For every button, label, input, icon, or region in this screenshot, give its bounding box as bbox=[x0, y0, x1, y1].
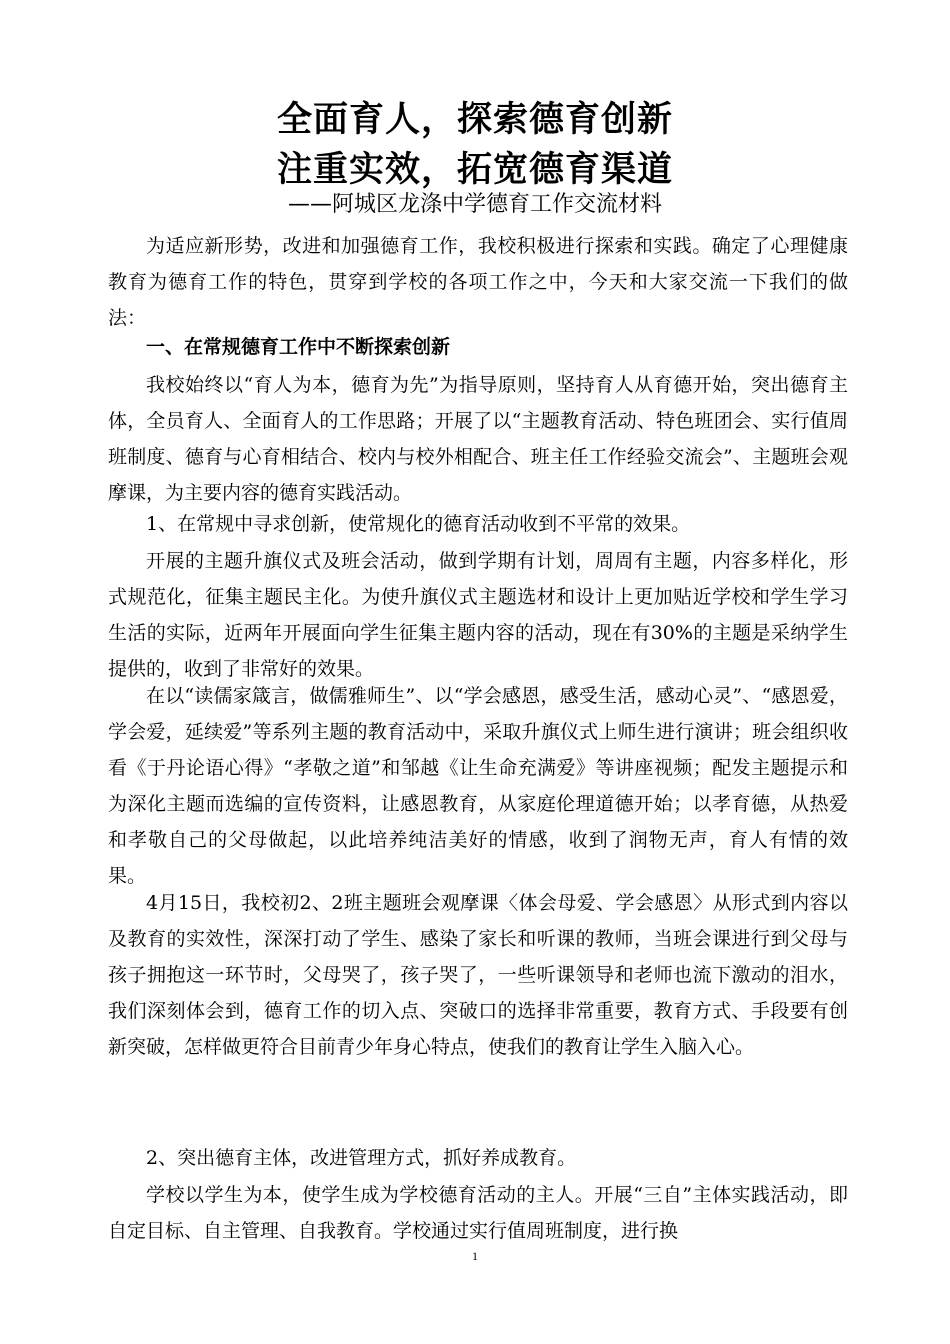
document-title-line1: 全面育人，探索德育创新 bbox=[276, 100, 673, 140]
paragraph-intro: 为适应新形势，改进和加强德育工作，我校积极进行探索和实践。确定了心理健康教育为德育工作的特色，贯穿到学校的各项工作之中，今天和大家交流一下我们的做法： bbox=[108, 235, 848, 329]
paragraph-item-1: 1、在常规中寻求创新，使常规化的德育活动收到不平常的效果。 bbox=[146, 513, 691, 535]
paragraph-flag-ceremony: 开展的主题升旗仪式及班会活动，做到学期有计划，周周有主题，内容多样化，形式规范化，征集主题民主化。为使升旗仪式主题选材和设计上更加贴近学校和学生学习生活的实际，近两年开展面向学生征集主题内容的活动，现在有30%的主题是采纳学生提供的，收到了非常好的效果。 bbox=[108, 550, 848, 680]
section-heading-1: 一、在常规德育工作中不断探索创新 bbox=[146, 336, 451, 358]
paragraph-principle: 我校始终以“育人为本，德育为先”为指导原则，坚持育人从育德开始，突出德育主体，全员育人、全面育人的工作思路；开展了以“主题教育活动、特色班团会、实行值周班制度、德育与心育相结合、校内与校外相配合、班主任工作经验交流会”、主题班会观摩课，为主要内容的德育实践活动。 bbox=[108, 374, 848, 504]
paragraph-item-2: 2、突出德育主体，改进管理方式，抓好养成教育。 bbox=[146, 1147, 577, 1169]
paragraph-three-self: 学校以学生为本，使学生成为学校德育活动的主人。开展“三自”主体实践活动，即自定目标、自主管理、自我教育。学校通过实行值周班制度，进行换 bbox=[108, 1184, 848, 1242]
document-title-line2: 注重实效，拓宽德育渠道 bbox=[276, 150, 673, 190]
paragraph-april-class: 4月15日，我校初2、2班主题班会观摩课〈体会母爱、学会感恩〉从形式到内容以及教育的实效性，深深打动了学生、感染了家长和听课的教师，当班会课进行到父母与孩子拥抱这一环节时，父母哭了，孩子哭了，一些听课领导和老师也流下激动的泪水，我们深刻体会到，德育工作的切入点、突破口的选择非常重要，教育方式、手段要有创新突破，怎样做更符合目前青少年身心特点，使我们的教育让学生入脑入心。 bbox=[108, 892, 848, 1058]
document-subtitle: ——阿城区龙涤中学德育工作交流材料 bbox=[287, 192, 662, 217]
paragraph-series-activities: 在以“读儒家箴言，做儒雅师生”、以“学会感恩，感受生活，感动心灵”、“感恩爱，学会爱，延续爱”等系列主题的教育活动中，采取升旗仪式上师生进行演讲；班会组织收看《于丹论语心得》“孝敬之道”和邹越《让生命充满爱》等讲座视频；配发主题提示和为深化主题而选编的宣传资料，让感恩教育，从家庭伦理道德开始；以孝育德，从热爱和孝敬自己的父母做起，以此培养纯洁美好的情感，收到了润物无声，育人有情的效果。 bbox=[108, 685, 848, 887]
page-number: 1 bbox=[472, 1249, 478, 1263]
